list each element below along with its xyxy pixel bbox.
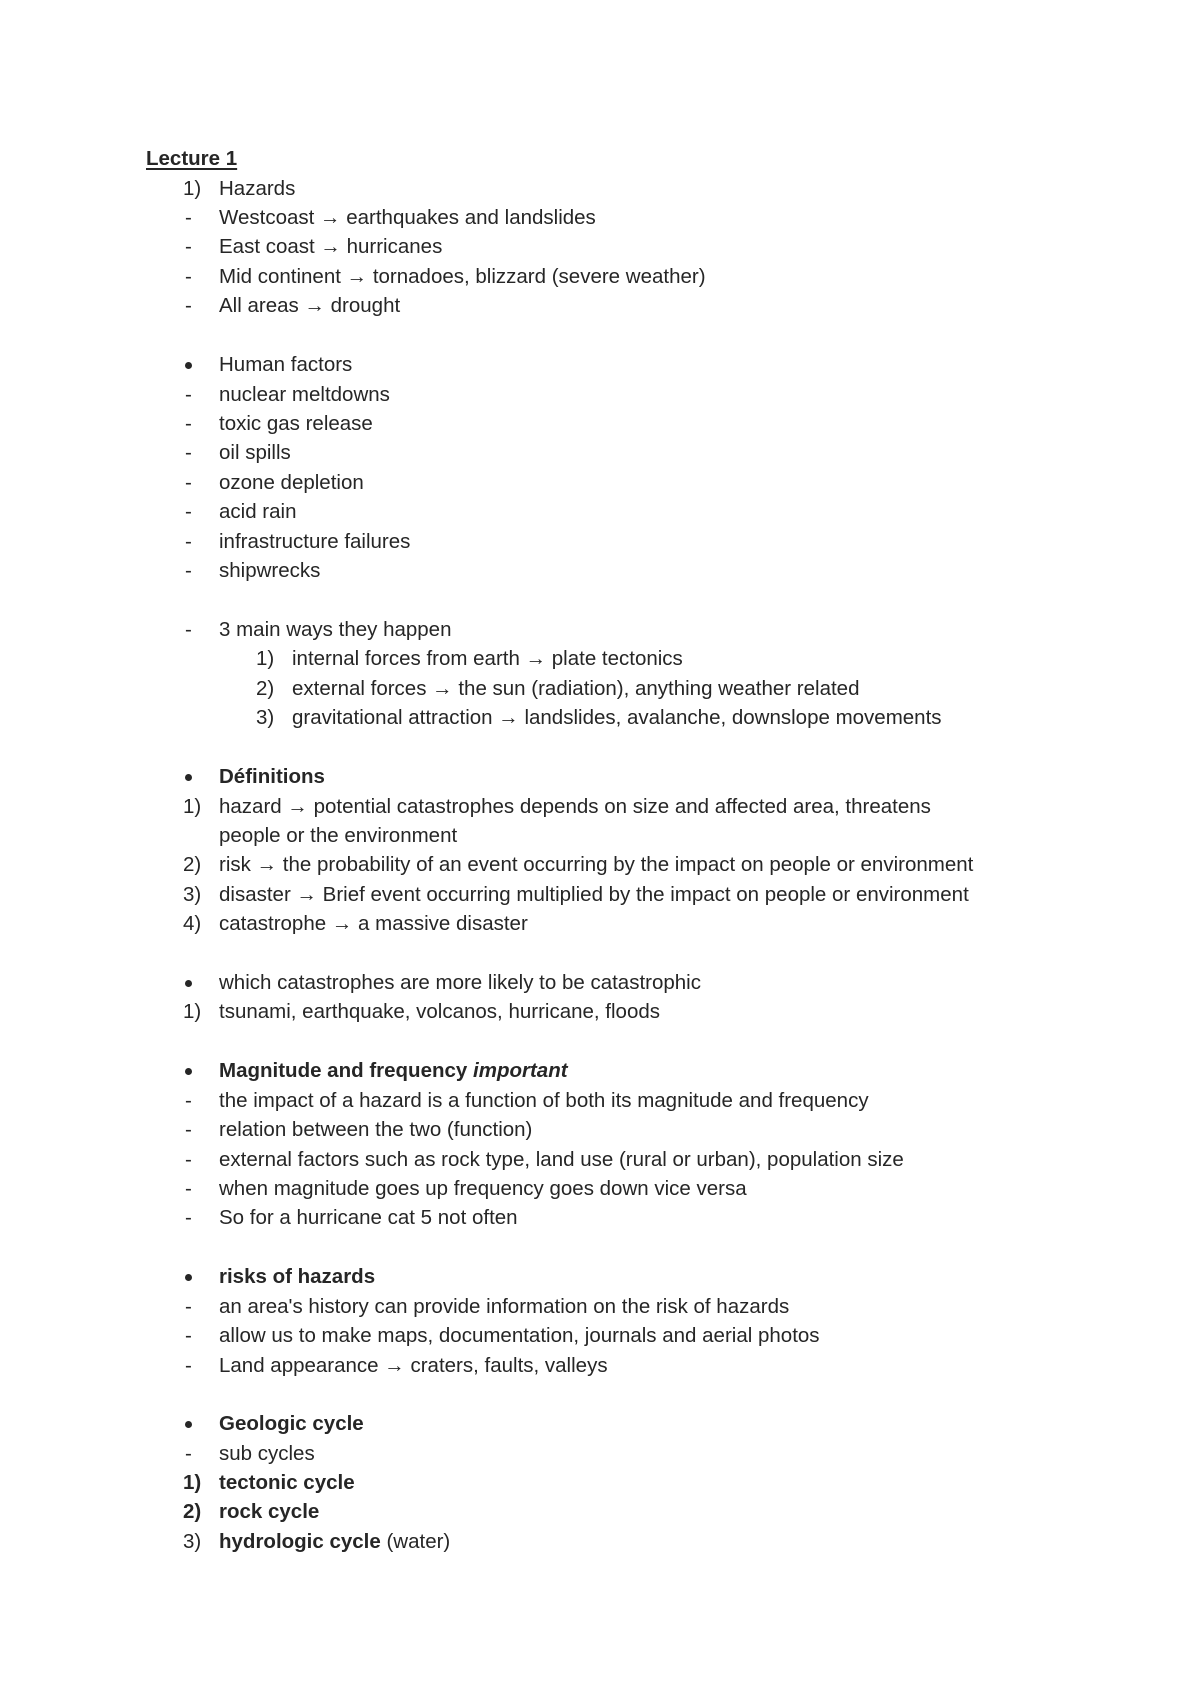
dash-marker: - — [185, 1295, 192, 1318]
dash-marker: - — [185, 618, 192, 641]
list-number: 3) — [256, 706, 275, 729]
list-item — [219, 1500, 319, 1524]
risks-heading-text: risks of hazards — [219, 1265, 376, 1288]
list-number: 2) — [183, 1500, 202, 1523]
list-item: the impact of a hazard is a function of both its magnitude and frequency — [219, 1089, 869, 1112]
list-item: Mid continent → tornadoes, blizzard (severe weather) — [219, 265, 706, 288]
dash-marker: - — [185, 1442, 192, 1465]
dash-marker: - — [185, 1177, 192, 1200]
dash-marker: - — [185, 530, 192, 553]
list-number: 1) — [183, 1471, 202, 1494]
cycle-name: hydrologic cycle — [219, 1530, 381, 1553]
list-item: nuclear meltdowns — [219, 383, 390, 406]
cycle-name: tectonic cycle — [219, 1471, 355, 1494]
list-item: ozone depletion — [219, 471, 364, 494]
list-item: when magnitude goes up frequency goes down vice versa — [219, 1177, 747, 1200]
dash-marker: - — [185, 500, 192, 523]
list-item: allow us to make maps, documentation, journals and aerial photos — [219, 1324, 820, 1347]
list-item: risk → the probability of an event occurring by the impact on people or environment — [219, 853, 974, 876]
list-item — [219, 1530, 450, 1554]
list-item-continuation: people or the environment — [219, 824, 458, 847]
dash-marker: - — [185, 206, 192, 229]
list-item: external factors such as rock type, land use (rural or urban), population size — [219, 1148, 904, 1171]
list-number: 1) — [256, 647, 275, 670]
dash-marker: - — [185, 1324, 192, 1347]
list-item: shipwrecks — [219, 559, 321, 582]
list-item: All areas → drought — [219, 294, 401, 317]
list-item: infrastructure failures — [219, 530, 411, 553]
list-item: relation between the two (function) — [219, 1118, 533, 1141]
list-number: 3) — [183, 1530, 202, 1553]
catastrophic-label: which catastrophes are more likely to be catastrophic — [219, 971, 701, 994]
list-number: 1) — [183, 177, 202, 200]
risks-heading — [219, 1265, 375, 1289]
dash-marker: - — [185, 1206, 192, 1229]
list-item: toxic gas release — [219, 412, 373, 435]
list-item: tsunami, earthquake, volcanos, hurricane, floods — [219, 1000, 661, 1023]
list-number: 4) — [183, 912, 202, 935]
list-item: oil spills — [219, 441, 291, 464]
definitions-heading-text: Définitions — [219, 765, 325, 788]
list-number: 1) — [183, 1000, 202, 1023]
list-item: internal forces from earth → plate tectonics — [292, 647, 683, 670]
list-item: gravitational attraction → landslides, avalanche, downslope movements — [292, 706, 942, 729]
geologic-sub: sub cycles — [219, 1442, 315, 1465]
dash-marker: - — [185, 294, 192, 317]
geologic-heading — [219, 1412, 364, 1436]
dash-marker: - — [185, 1354, 192, 1377]
list-item: catastrophe → a massive disaster — [219, 912, 528, 935]
bullet-icon — [185, 1068, 192, 1075]
bullet-icon — [185, 362, 192, 369]
dash-marker: - — [185, 235, 192, 258]
list-item: Westcoast → earthquakes and landslides — [219, 206, 596, 229]
list-number: 3) — [183, 883, 202, 906]
geologic-heading-text: Geologic cycle — [219, 1412, 364, 1435]
bullet-icon — [185, 1274, 192, 1281]
cycle-extra: (water) — [380, 1530, 451, 1553]
dash-marker: - — [185, 441, 192, 464]
dash-marker: - — [185, 1089, 192, 1112]
list-item: hazard → potential catastrophes depends on size and affected area, threatens — [219, 795, 931, 818]
list-item: East coast → hurricanes — [219, 235, 443, 258]
dash-marker: - — [185, 1118, 192, 1141]
ways-label: 3 main ways they happen — [219, 618, 452, 641]
magnitude-heading-text: Magnitude and frequency — [219, 1059, 468, 1082]
dash-marker: - — [185, 1148, 192, 1171]
dash-marker: - — [185, 383, 192, 406]
list-item: disaster → Brief event occurring multiplied by the impact on people or environment — [219, 883, 969, 906]
list-item: Land appearance → craters, faults, valleys — [219, 1354, 608, 1377]
cycle-name: rock cycle — [219, 1500, 320, 1523]
list-item: acid rain — [219, 500, 297, 523]
human-factors-label: Human factors — [219, 353, 353, 376]
dash-marker: - — [185, 559, 192, 582]
magnitude-heading — [219, 1059, 568, 1083]
list-item: an area's history can provide information on the risk of hazards — [219, 1295, 790, 1318]
dash-marker: - — [185, 265, 192, 288]
dash-marker: - — [185, 471, 192, 494]
list-item: external forces → the sun (radiation), anything weather related — [292, 677, 860, 700]
list-number: 2) — [183, 853, 202, 876]
list-number: 1) — [183, 795, 202, 818]
list-item: So for a hurricane cat 5 not often — [219, 1206, 518, 1229]
bullet-icon — [185, 1421, 192, 1428]
magnitude-emphasis: important — [473, 1059, 568, 1082]
dash-marker: - — [185, 412, 192, 435]
list-number: 2) — [256, 677, 275, 700]
lecture-title: Lecture 1 — [146, 147, 238, 170]
bullet-icon — [185, 980, 192, 987]
bullet-icon — [185, 774, 192, 781]
list-item — [219, 1471, 355, 1495]
hazards-label: Hazards — [219, 177, 296, 200]
definitions-heading — [219, 765, 325, 789]
